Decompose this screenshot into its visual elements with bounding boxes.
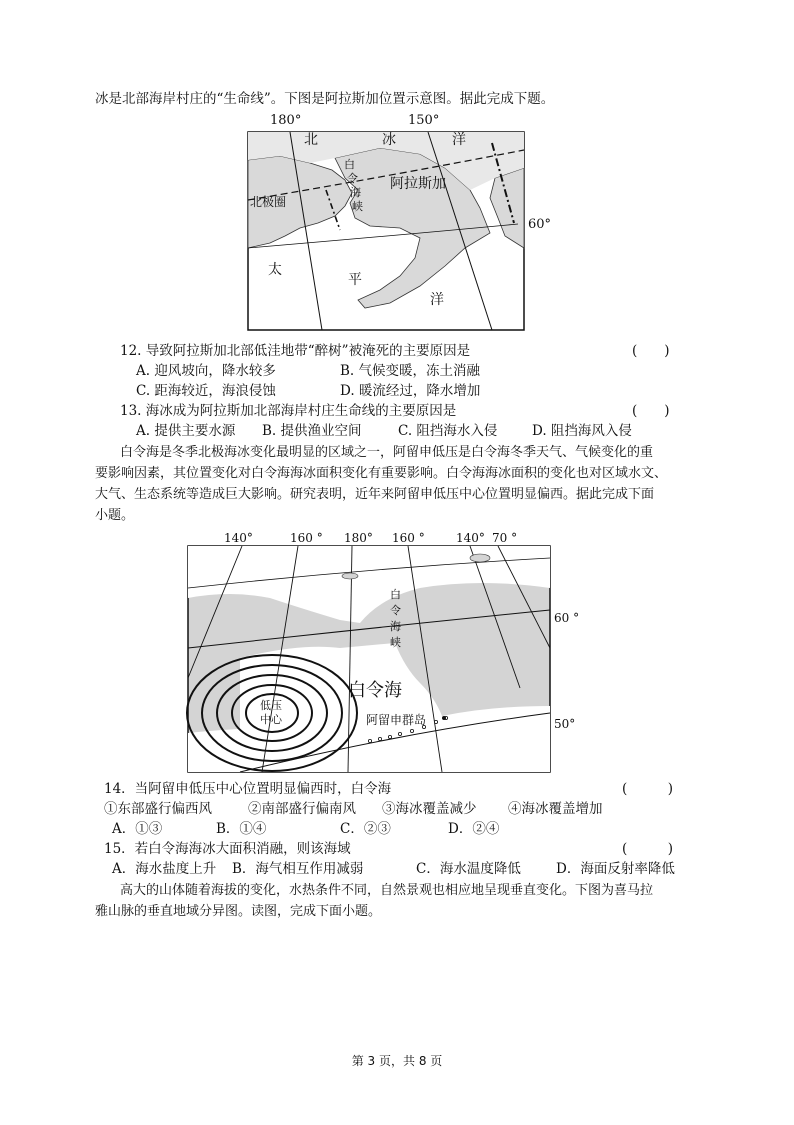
strait-char-2: 令 [390, 604, 401, 617]
q14-option-d[interactable]: D．②④ [448, 821, 500, 837]
page-footer: 第 3 页，共 8 页 [351, 1054, 443, 1068]
passage3-line-2: 雅山脉的垂直地域分异图。读图，完成下面小题。 [95, 904, 382, 919]
q12-option-a[interactable]: A. 迎风坡向，降水较多 [136, 363, 276, 379]
lon-140b-label: 140° [456, 531, 485, 545]
q15-option-b[interactable]: B．海气相互作用减弱 [232, 861, 364, 877]
arctic-ocean-yang: 洋 [452, 132, 466, 148]
passage3-line-1: 高大的山体随着海拔的变化，水热条件不同，自然景观也相应地呈现垂直变化。下图为喜马拉 [120, 883, 654, 898]
strait-char-3: 海 [350, 186, 361, 199]
q14-option-a[interactable]: A．①③ [112, 821, 163, 837]
q14-statement-3: ③海冰覆盖减少 [382, 801, 477, 817]
q15-option-d[interactable]: D．海面反射率降低 [556, 861, 675, 877]
q14-statement-4: ④海冰覆盖增加 [508, 801, 603, 817]
lon-150-label: 150° [408, 113, 440, 128]
low-center-label-2: 中心 [260, 713, 282, 726]
arctic-circle-label: 北极圈 [250, 195, 287, 209]
q12-option-d[interactable]: D. 暖流经过，降水增加 [340, 383, 481, 399]
q12-option-b[interactable]: B. 气候变暖，冻土消融 [340, 363, 481, 379]
aleutian-label: 阿留申群岛 [366, 713, 427, 727]
lat-60-label: 60 ° [554, 611, 580, 625]
alaska-location-map [240, 108, 560, 333]
arctic-ocean-bei: 北 [304, 132, 318, 148]
q12-stem: 12. 导致阿拉斯加北部低洼地带“醉树”被淹死的主要原因是 [120, 343, 471, 359]
q14-option-c[interactable]: C．②③ [340, 821, 391, 837]
lon-140a-label: 140° [224, 531, 253, 545]
bering-sea-map [180, 528, 580, 776]
lon-180-label: 180° [270, 113, 302, 128]
pacific-yang: 洋 [430, 292, 444, 308]
bering-sea-label: 白令海 [348, 680, 402, 701]
q13-option-d[interactable]: D. 阻挡海风入侵 [532, 423, 632, 439]
q15-answer-paren[interactable]: ( ) [622, 841, 674, 857]
intro-text: 冰是北部海岸村庄的“生命线”。下图是阿拉斯加位置示意图。据此完成下题。 [95, 91, 555, 107]
q14-option-b[interactable]: B．①④ [216, 821, 267, 837]
q13-option-a[interactable]: A. 提供主要水源 [136, 423, 236, 439]
q13-option-b[interactable]: B. 提供渔业空间 [262, 423, 362, 439]
q14-statement-1: ①东部盛行偏西风 [104, 801, 212, 817]
passage2-line-3: 大气、生态系统等造成巨大影响。研究表明，近年来阿留申低压中心位置明显偏西。据此完成下面 [95, 487, 655, 502]
q14-stem: 14．当阿留申低压中心位置明显偏西时，白令海 [104, 781, 392, 797]
low-center-label-1: 低压 [260, 699, 282, 712]
q12-option-c[interactable]: C. 距海较近，海浪侵蚀 [136, 383, 276, 399]
q15-option-c[interactable]: C．海水温度降低 [416, 861, 521, 877]
lon-180-label: 180° [344, 531, 373, 545]
pacific-ping: 平 [348, 272, 362, 288]
passage2-line-1: 白令海是冬季北极海冰变化最明显的区域之一，阿留申低压是白令海冬季天气、气候变化的重 [120, 445, 654, 460]
q13-answer-paren[interactable]: ( ) [632, 403, 670, 419]
q15-stem: 15．若白令海海冰大面积消融，则该海域 [104, 841, 351, 857]
arctic-ocean-bing: 冰 [382, 132, 396, 148]
passage2-line-4: 小题。 [95, 508, 135, 523]
strait-char-4: 峡 [390, 636, 401, 649]
strait-char-1: 白 [390, 588, 401, 601]
strait-char-3: 海 [390, 620, 401, 633]
lon-160a-label: 160 ° [290, 531, 323, 545]
passage2-line-2: 要影响因素，其位置变化对白令海海冰面积变化有重要影响。白令海海冰面积的变化也对区域水文、 [95, 466, 668, 481]
lon-70-label: 70 ° [492, 531, 518, 545]
strait-char-2: 令 [347, 172, 358, 185]
q14-answer-paren[interactable]: ( ) [622, 781, 674, 797]
q13-option-c[interactable]: C. 阻挡海水入侵 [398, 423, 498, 439]
q13-stem: 13. 海冰成为阿拉斯加北部海岸村庄生命线的主要原因是 [120, 403, 457, 419]
q15-option-a[interactable]: A．海水盐度上升 [112, 861, 217, 877]
alaska-label: 阿拉斯加 [390, 176, 446, 192]
lat-60-label: 60° [528, 217, 552, 232]
strait-char-1: 白 [344, 158, 355, 171]
pacific-tai: 太 [268, 262, 282, 278]
lat-50-label: 50° [554, 717, 576, 731]
q14-statement-2: ②南部盛行偏南风 [248, 801, 356, 817]
strait-char-4: 峡 [352, 200, 363, 213]
q12-answer-paren[interactable]: ( ) [632, 343, 670, 359]
lon-160b-label: 160 ° [392, 531, 425, 545]
